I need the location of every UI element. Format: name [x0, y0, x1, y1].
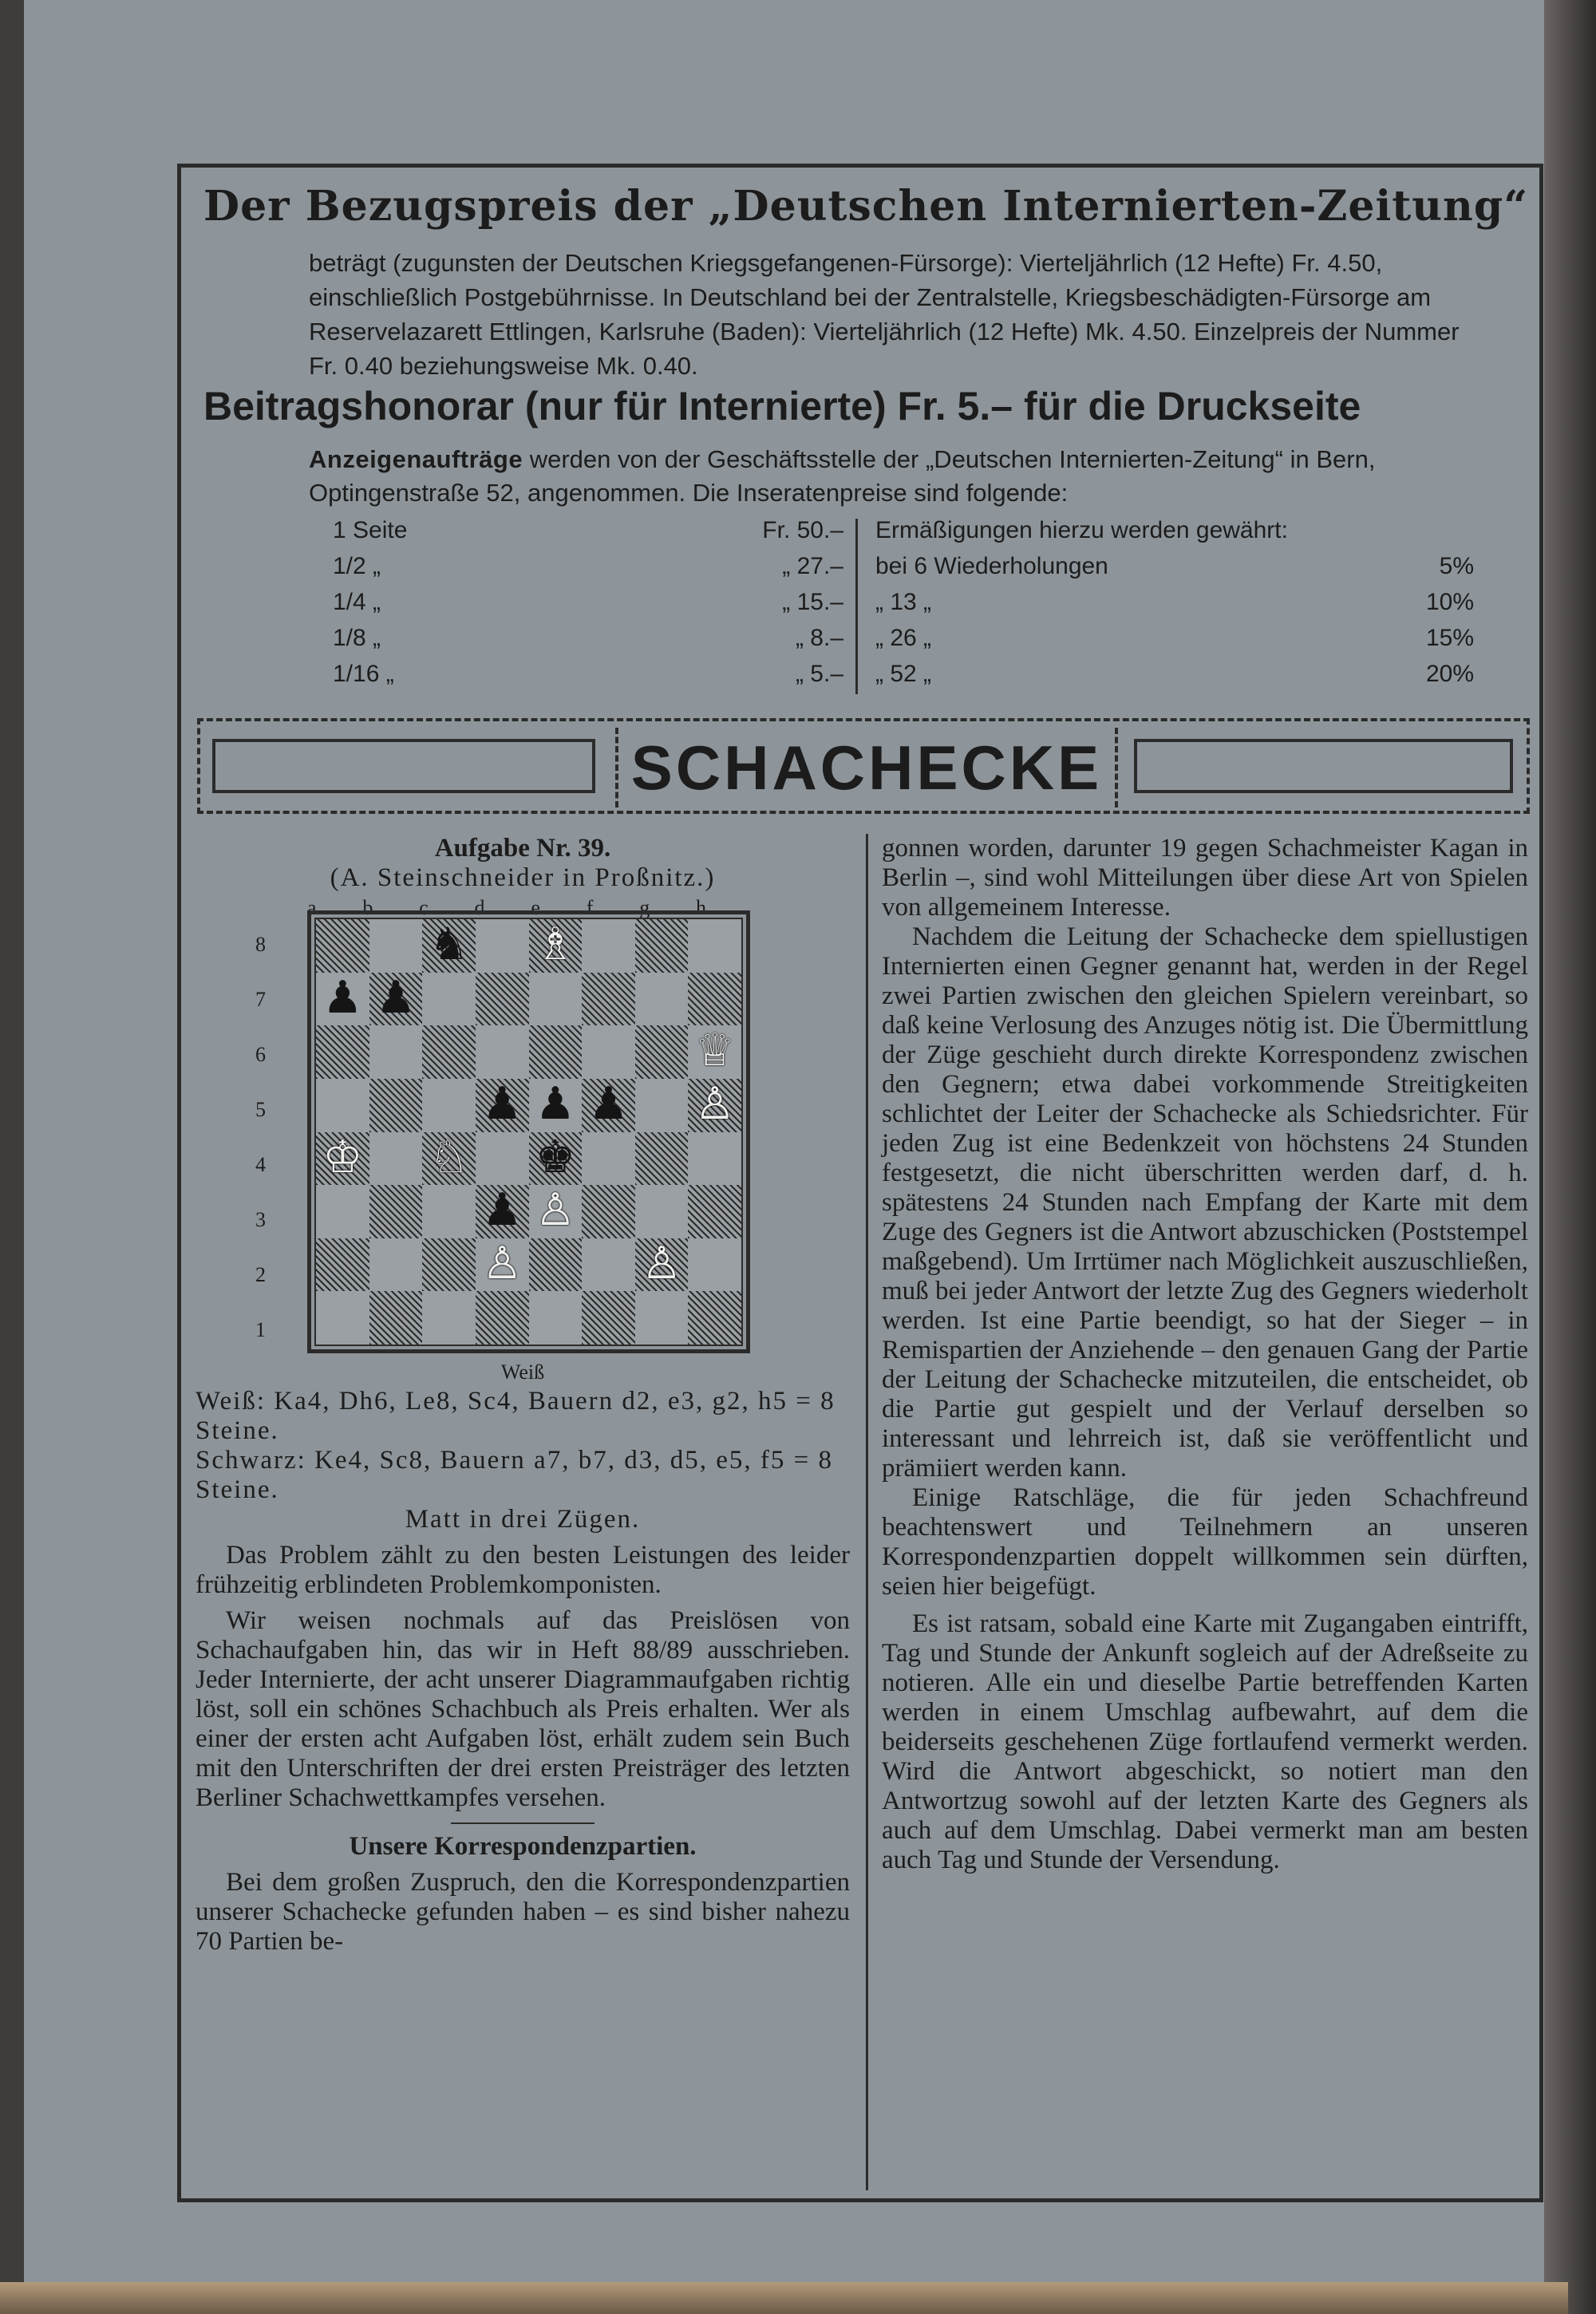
file-label: h — [696, 896, 706, 919]
board-square-b1 — [369, 1291, 423, 1345]
black-piece-icon: ♞ — [429, 918, 469, 970]
board-square-h5 — [688, 1079, 741, 1132]
board-square-c2 — [422, 1238, 476, 1292]
board-square-d4 — [476, 1132, 529, 1186]
board-square-h8 — [688, 919, 741, 973]
subscription-heading: Der Bezugspreis der „Deutschen Internierten-Zeitung“ — [203, 182, 1529, 231]
board-square-b3 — [369, 1185, 423, 1238]
board-square-g6 — [635, 1025, 689, 1079]
board-square-a3 — [316, 1185, 369, 1238]
board-square-g8 — [635, 919, 689, 973]
board-square-a7 — [316, 973, 369, 1026]
price-row — [333, 584, 843, 620]
file-label: a — [307, 896, 317, 919]
banner-box-right — [1134, 739, 1513, 793]
separator — [451, 1822, 595, 1824]
price-value: Fr. 50.– — [762, 517, 843, 543]
discount-label: „ 26 „ — [875, 625, 932, 651]
discount-header: Ermäßigungen hierzu werden gewährt: — [875, 517, 1288, 543]
content-frame — [177, 164, 1543, 2202]
board-square-b2 — [369, 1238, 423, 1292]
correspondence-heading: Unsere Korrespondenzpartien. — [349, 1832, 697, 1861]
white-piece-icon: ♙ — [482, 1237, 523, 1289]
discount-row — [875, 584, 1474, 620]
board-square-h1 — [688, 1291, 741, 1345]
discount-value: 15% — [1425, 625, 1474, 651]
left-column — [196, 834, 850, 1957]
price-row — [333, 512, 843, 548]
board-square-d7 — [476, 973, 529, 1026]
board-square-f2 — [582, 1238, 635, 1292]
price-size: 1/2 „ — [333, 553, 381, 579]
ads-text — [309, 443, 1474, 510]
board-square-b5 — [369, 1079, 423, 1132]
price-value: „ 5.– — [795, 661, 843, 687]
discount-value: 20% — [1425, 661, 1474, 687]
board-square-a4 — [316, 1132, 369, 1186]
board-square-f1 — [582, 1291, 635, 1345]
price-value: „ 27.– — [782, 553, 843, 579]
board-square-c5 — [422, 1079, 476, 1132]
right-para-3: Einige Ratschläge, die für jeden Schachfreund beachtenswert und Teilnehmern an unseren Korrespondenzpartien doppelt willkommen sein dürften, seien hier beigefügt. — [882, 1483, 1528, 1601]
problem-goal: Matt in drei Zügen. — [405, 1505, 641, 1534]
board-square-c4 — [422, 1132, 476, 1186]
discount-row — [875, 620, 1474, 656]
black-piece-icon: ♚ — [535, 1131, 575, 1183]
rank-label: 5 — [255, 1098, 266, 1121]
board-square-a2 — [316, 1238, 369, 1292]
file-label: c — [419, 896, 429, 919]
rank-label: 6 — [255, 1043, 266, 1066]
rank-label: 2 — [255, 1263, 266, 1286]
white-piece-icon: ♗ — [535, 918, 575, 970]
chess-board — [307, 910, 750, 1353]
board-square-a5 — [316, 1079, 369, 1132]
left-para-2: Wir weisen nochmals auf das Preislösen von Schachaufgaben hin, das wir in Heft 88/89 ausschrieben. Jeder Internierte, der acht unserer Diagrammaufgaben richtig löst, soll ein schönes Schachbuch als Preis erhalten. Wer als einer der ersten acht Aufgaben löst, erhält zudem sein Buch mit den Unterschriften der drei ersten Preisträger des letzten Berliner Schachwettkampfes versehen. — [196, 1606, 850, 1812]
board-square-b4 — [369, 1132, 423, 1186]
price-row — [333, 620, 843, 656]
discount-row — [875, 656, 1474, 692]
board-square-a1 — [316, 1291, 369, 1345]
white-pieces: Weiß: Ka4, Dh6, Le8, Sc4, Bauern d2, e3, g2, h5 = 8 Steine. — [196, 1387, 836, 1445]
board-square-h2 — [688, 1238, 741, 1292]
rank-label: 7 — [255, 988, 266, 1011]
file-label: e — [531, 896, 540, 919]
board-square-f5 — [582, 1079, 635, 1132]
board-square-h3 — [688, 1185, 741, 1238]
rank-label: 4 — [255, 1153, 266, 1176]
rank-label: 8 — [255, 933, 266, 956]
right-para-4: Es ist ratsam, sobald eine Karte mit Zugangaben eintrifft, Tag und Stunde der Ankunft sogleich auf der Adreßseite zu notieren. Alle ein und dieselbe Partie betreffenden Karten werden in einem Umschlag aufbewahrt, auf dem die beiderseits geschehenen Züge fortlaufend vermerkt werden. Wird die Antwort abgeschickt, so notiert man den Antwortzug sowohl auf der letzten Karte des Gegners als auch auf dem Umschlag. Dabei vermerkt man am besten auch Tag und Stunde der Versendung. — [882, 1609, 1528, 1874]
board-square-g4 — [635, 1132, 689, 1186]
file-label: g — [639, 896, 650, 919]
board-square-h4 — [688, 1132, 741, 1186]
board-square-d2 — [476, 1238, 529, 1292]
column-separator — [866, 834, 868, 2190]
board-square-c8 — [422, 919, 476, 973]
file-label: b — [362, 896, 373, 919]
ad-sizes — [333, 512, 843, 692]
price-row — [333, 548, 843, 584]
board-square-e8 — [529, 919, 583, 973]
board-square-c7 — [422, 973, 476, 1026]
board-square-f6 — [582, 1025, 635, 1079]
black-piece-icon: ♟ — [322, 971, 363, 1024]
rank-label: 3 — [255, 1208, 266, 1231]
board-square-f3 — [582, 1185, 635, 1238]
black-piece-icon: ♟ — [482, 1077, 523, 1130]
problem-title: Aufgabe Nr. 39. — [434, 834, 611, 863]
left-para-3: Bei dem großen Zuspruch, den die Korrespondenzpartien unserer Schachecke gefunden haben – es sind bisher nahezu 70 Partien be- — [196, 1868, 850, 1956]
board-square-g1 — [635, 1291, 689, 1345]
honorar-heading: Beitragshonorar (nur für Internierte) Fr. 5.– für die Druckseite — [203, 384, 1361, 428]
board-square-e3 — [529, 1185, 583, 1238]
left-para-1: Das Problem zählt zu den besten Leistungen des leider frühzeitig erblindeten Problemkomponisten. — [196, 1541, 850, 1599]
white-piece-icon: ♙ — [694, 1077, 735, 1130]
section-banner — [197, 718, 1530, 814]
white-piece-icon: ♙ — [641, 1237, 682, 1289]
right-para-1: gonnen worden, darunter 19 gegen Schachmeister Kagan in Berlin –, sind wohl Mitteilungen über diese Art von Spielen von allgemeinem Interesse. — [882, 834, 1528, 922]
ads-body: werden von der Geschäftsstelle der „Deutschen Internierten-Zeitung“ in Bern, Optingenstraße 52, angenommen. Die Inseratenpreise sind folgende: — [309, 445, 1376, 507]
board-square-c3 — [422, 1185, 476, 1238]
board-square-d6 — [476, 1025, 529, 1079]
board-square-b8 — [369, 919, 423, 973]
banner-box-left — [212, 739, 595, 793]
board-square-f8 — [582, 919, 635, 973]
white-piece-icon: ♕ — [694, 1025, 735, 1077]
board-square-e4 — [529, 1132, 583, 1186]
discount-row — [875, 548, 1474, 584]
board-square-h6 — [688, 1025, 741, 1079]
board-square-b6 — [369, 1025, 423, 1079]
board-square-h7 — [688, 973, 741, 1026]
board-square-d5 — [476, 1079, 529, 1132]
board-square-e7 — [529, 973, 583, 1026]
file-label: d — [474, 896, 485, 919]
board-square-g2 — [635, 1238, 689, 1292]
black-piece-icon: ♟ — [482, 1184, 523, 1237]
black-piece-icon: ♟ — [588, 1077, 629, 1130]
board-square-a8 — [316, 919, 369, 973]
discounts — [875, 512, 1474, 692]
board-square-c6 — [422, 1025, 476, 1079]
price-value: „ 15.– — [782, 589, 843, 615]
black-piece-icon: ♟ — [375, 971, 417, 1024]
rank-labels — [255, 917, 279, 1357]
price-size: 1 Seite — [333, 517, 408, 543]
black-pieces: Schwarz: Ke4, Sc8, Bauern a7, b7, d3, d5, e5, f5 = 8 Steine. — [196, 1446, 833, 1504]
board-square-a6 — [316, 1025, 369, 1079]
right-column — [882, 834, 1528, 1875]
board-square-e5 — [529, 1079, 583, 1132]
discount-value: 10% — [1425, 589, 1474, 615]
white-piece-icon: ♔ — [322, 1131, 363, 1183]
price-row — [333, 656, 843, 692]
price-size: 1/4 „ — [333, 589, 381, 615]
ads-lead: Anzeigenaufträge — [309, 445, 523, 473]
board-square-d8 — [476, 919, 529, 973]
board-caption: Weiß — [500, 1360, 545, 1384]
board-square-g5 — [635, 1079, 689, 1132]
white-piece-icon: ♘ — [429, 1131, 469, 1183]
board-square-d3 — [476, 1185, 529, 1238]
discount-label: „ 13 „ — [875, 589, 932, 615]
board-square-g3 — [635, 1185, 689, 1238]
board-square-f7 — [582, 973, 635, 1026]
right-para-2: Nachdem die Leitung der Schachecke dem spiellustigen Internierten einen Gegner genannt hat, werden in der Regel zwei Partien zwischen den gleichen Spielern vereinbart, so daß keine Verlosung des Anzuges nötig ist. Die Übermittlung der Züge geschieht durch direkte Korrespondenz zwischen den Gegnern; etwa dabei vorkommende Streitigkeiten schlichtet der Leiter der Schachecke als Schiedsrichter. Für jeden Zug ist eine Bedenkzeit von höchstens 24 Stunden festgesetzt, die nicht überschritten werden darf, d. h. spätestens 24 Stunden nach Empfang der Karte mit dem Zuge des Gegners ist die Antwort abzuschicken (Poststempel maßgebend). Um Irrtümer nach Möglichkeit auszuschließen, muß bei jeder Antwort der letzte Zug des Gegners wiederholt werden. Ist eine Partie beendigt, so hat der Sieger – in Remispartien der Anziehende – den genauen Gang der Partie der Leitung der Schachecke mitzuteilen, die entscheidet, ob die Partie gut gespielt und der Verlauf derselben so interessant und lehrreich ist, daß sie veröffentlicht und prämiiert werden kann. — [882, 922, 1528, 1483]
discount-value: 5% — [1439, 553, 1474, 579]
file-label: f — [586, 896, 594, 919]
board-square-c1 — [422, 1291, 476, 1345]
board-square-e1 — [529, 1291, 583, 1345]
price-value: „ 8.– — [795, 625, 843, 651]
rank-label: 1 — [255, 1318, 266, 1341]
black-piece-icon: ♟ — [535, 1077, 575, 1130]
board-square-e2 — [529, 1238, 583, 1292]
board-square-g7 — [635, 973, 689, 1026]
discount-label: bei 6 Wiederholungen — [875, 553, 1108, 579]
price-size: 1/8 „ — [333, 625, 381, 651]
white-piece-icon: ♙ — [535, 1184, 575, 1237]
board-square-e6 — [529, 1025, 583, 1079]
problem-author: (A. Steinschneider in Proßnitz.) — [330, 863, 716, 892]
section-title: SCHACHECKE — [615, 728, 1118, 808]
board-square-d1 — [476, 1291, 529, 1345]
chess-diagram — [196, 893, 850, 1356]
discount-label: „ 52 „ — [875, 661, 932, 687]
board-square-f4 — [582, 1132, 635, 1186]
price-size: 1/16 „ — [333, 661, 394, 687]
book-edge — [0, 2282, 1568, 2314]
subscription-text: beträgt (zugunsten der Deutschen Kriegsgefangenen-Fürsorge): Vierteljährlich (12 Hefte) Fr. 4.50, einschließlich Postgebührnisse. In Deutschland bei der Zentralstelle, Kriegsbeschädigten-Fürsorge am Reservelazarett Ettlingen, Karlsruhe (Baden): Vierteljährlich (12 Hefte) Mk. 4.50. Einzelpreis der Nummer Fr. 0.40 beziehungsweise Mk. 0.40. — [309, 249, 1460, 380]
board-square-b7 — [369, 973, 423, 1026]
page-edge — [1544, 0, 1596, 2314]
board-grid — [314, 918, 743, 1346]
price-divider — [855, 519, 858, 694]
